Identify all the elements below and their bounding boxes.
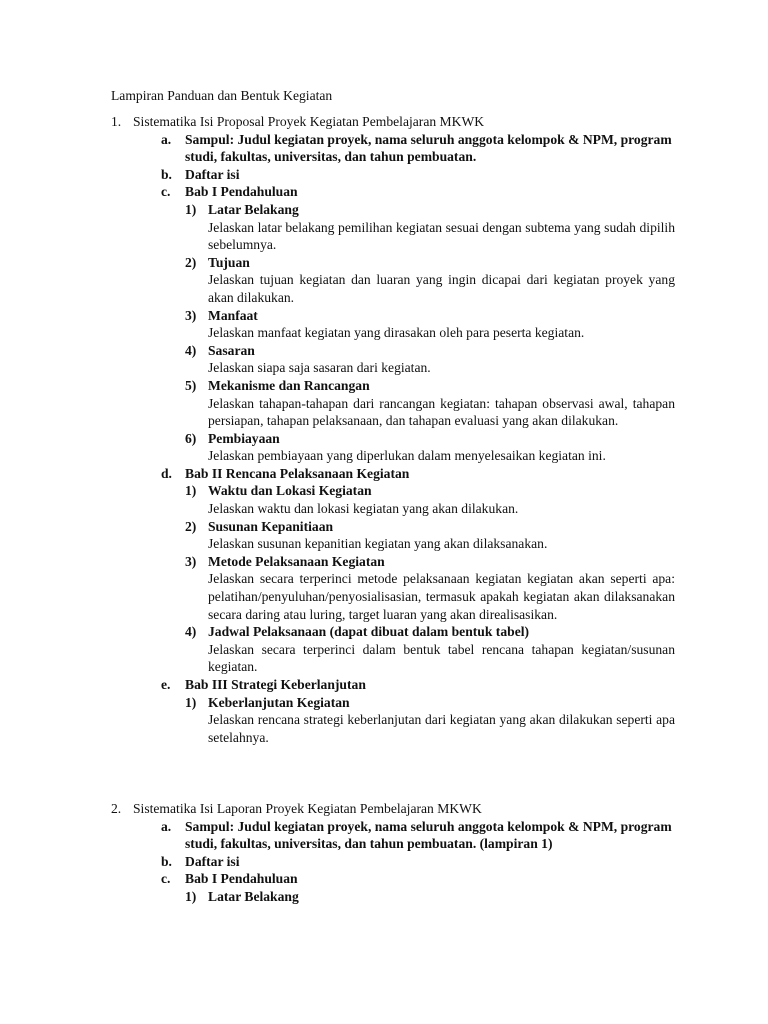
sub-item-label: 6)	[185, 430, 197, 446]
sub-item-label: 2)	[185, 254, 197, 270]
sub-item-heading: Jadwal Pelaksanaan (dapat dibuat dalam bentuk tabel)	[208, 624, 530, 640]
sub-item-heading: Pembiayaan	[208, 430, 280, 446]
item-text: Bab II Rencana Pelaksanaan Kegiatan	[185, 465, 410, 481]
list-item	[161, 465, 675, 676]
sub-item-label: 3)	[185, 307, 197, 323]
sub-item-label: 4)	[185, 624, 197, 640]
section-heading: Sistematika Isi Proposal Proyek Kegiatan Pembelajaran MKWK	[133, 114, 485, 129]
item-label: d.	[161, 465, 172, 481]
sub-item-label: 3)	[185, 553, 197, 569]
sub-item-description: Jelaskan rencana strategi keberlanjutan dari kegiatan yang akan dilakukan seperti apa setelahnya.	[208, 712, 675, 745]
sub-item-description: Jelaskan siapa saja sasaran dari kegiatan.	[208, 360, 431, 376]
section-report	[111, 800, 675, 906]
sub-item-description: Jelaskan secara terperinci metode pelaksanaan kegiatan kegiatan akan seperti apa: pelatihan/penyuluhan/penyosialisasian, termasuk apakah kegiatan akan dilaksanakan secara daring atau luring, target luaran yang akan direalisasikan.	[208, 571, 675, 622]
sub-item	[185, 482, 675, 517]
item-text: Daftar isi	[185, 853, 240, 869]
sub-item	[185, 254, 675, 307]
list-item	[161, 676, 675, 746]
sub-item	[185, 888, 675, 906]
sub-item-heading: Latar Belakang	[208, 201, 299, 217]
sub-item	[185, 694, 675, 747]
section-proposal	[111, 113, 675, 746]
item-label: c.	[161, 184, 171, 200]
sub-item-heading: Waktu dan Lokasi Kegiatan	[208, 483, 372, 499]
item-text: Daftar isi	[185, 166, 240, 182]
sub-item-heading: Tujuan	[208, 254, 250, 270]
sub-item-description: Jelaskan manfaat kegiatan yang dirasakan oleh para peserta kegiatan.	[208, 325, 585, 341]
sub-item-description: Jelaskan secara terperinci dalam bentuk tabel rencana tahapan kegiatan/susunan kegiatan.	[208, 641, 675, 675]
section-heading: Sistematika Isi Laporan Proyek Kegiatan Pembelajaran MKWK	[133, 801, 482, 816]
sub-item-description: Jelaskan pembiayaan yang diperlukan dalam menyelesaikan kegiatan ini.	[208, 448, 606, 464]
list-item	[161, 166, 675, 184]
sub-item-heading: Metode Pelaksanaan Kegiatan	[208, 553, 385, 569]
sub-item	[185, 518, 675, 553]
item-label: a.	[161, 818, 172, 834]
item-label: b.	[161, 166, 172, 182]
sub-item-heading: Keberlanjutan Kegiatan	[208, 694, 350, 710]
sub-item-description: Jelaskan susunan kepanitian kegiatan yang akan dilaksanakan.	[208, 536, 548, 552]
sub-item	[185, 377, 675, 430]
sub-item-heading: Susunan Kepanitiaan	[208, 518, 334, 534]
sub-item	[185, 201, 675, 254]
sub-item	[185, 623, 675, 676]
sub-item-description: Jelaskan tahapan-tahapan dari rancangan kegiatan: tahapan observasi awal, tahapan persiapan, tahapan pelaksanaan, dan tahapan evaluasi yang akan dilakukan.	[208, 395, 675, 429]
section-number: 1.	[111, 114, 122, 129]
sub-item-label: 1)	[185, 888, 197, 904]
item-label: c.	[161, 871, 171, 887]
list-item	[161, 853, 675, 871]
sub-item-label: 4)	[185, 342, 197, 358]
item-label: b.	[161, 853, 172, 869]
sub-item-label: 1)	[185, 201, 197, 217]
list-item	[161, 131, 675, 166]
sub-item	[185, 342, 675, 377]
section-number: 2.	[111, 801, 122, 816]
sub-item	[185, 553, 675, 623]
sub-item	[185, 430, 675, 465]
item-text: Bab I Pendahuluan	[185, 184, 298, 200]
item-text: Sampul: Judul kegiatan proyek, nama seluruh anggota kelompok & NPM, program studi, fakultas, universitas, dan tahun pembuatan. (lampiran 1)	[185, 818, 672, 852]
item-label: e.	[161, 677, 171, 692]
sub-item-heading: Sasaran	[208, 342, 255, 358]
item-text: Bab III Strategi Keberlanjutan	[185, 677, 366, 692]
sub-item-heading: Manfaat	[208, 307, 258, 323]
sub-item-description: Jelaskan latar belakang pemilihan kegiatan sesuai dengan subtema yang sudah dipilih sebelumnya.	[208, 219, 675, 253]
sub-item-label: 5)	[185, 377, 197, 393]
sub-item-label: 1)	[185, 694, 197, 710]
sub-item-label: 1)	[185, 483, 197, 499]
sub-item-description: Jelaskan waktu dan lokasi kegiatan yang akan dilakukan.	[208, 501, 519, 517]
list-item	[161, 870, 675, 905]
list-item	[161, 183, 675, 465]
sub-item-heading: Mekanisme dan Rancangan	[208, 377, 370, 393]
document-title: Lampiran Panduan dan Bentuk Kegiatan	[111, 88, 333, 103]
sub-item-heading: Latar Belakang	[208, 888, 299, 904]
sub-item-label: 2)	[185, 518, 197, 534]
item-text: Bab I Pendahuluan	[185, 871, 298, 887]
sub-item-description: Jelaskan tujuan kegiatan dan luaran yang ingin dicapai dari kegiatan proyek yang akan dilakukan.	[208, 272, 675, 305]
item-text: Sampul: Judul kegiatan proyek, nama seluruh anggota kelompok & NPM, program studi, fakultas, universitas, dan tahun pembuatan.	[185, 131, 672, 165]
sub-item	[185, 307, 675, 342]
item-label: a.	[161, 131, 172, 147]
list-item	[161, 818, 675, 853]
